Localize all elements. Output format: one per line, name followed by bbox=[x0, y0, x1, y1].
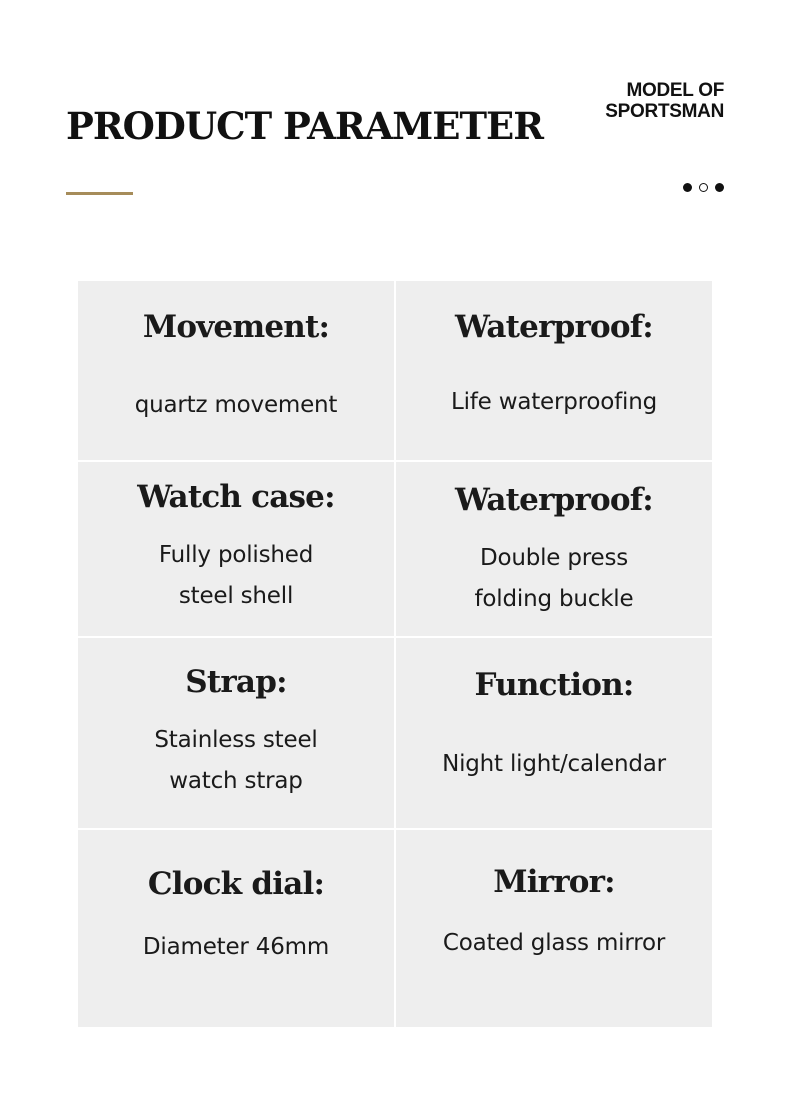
parameter-grid bbox=[78, 281, 712, 1029]
param-value: quartz movement bbox=[134, 392, 338, 418]
param-cell-buckle bbox=[396, 462, 712, 636]
param-label: Movement: bbox=[142, 309, 330, 345]
param-value: Double press folding buckle bbox=[474, 545, 634, 612]
page-title: PRODUCT PARAMETER bbox=[66, 104, 543, 148]
param-label: Strap: bbox=[185, 664, 287, 700]
param-cell-mirror bbox=[396, 830, 712, 1027]
dot-icon bbox=[715, 183, 724, 192]
param-value: Fully polished steel shell bbox=[158, 542, 314, 609]
subtitle-line-2: SPORTSMAN bbox=[605, 101, 724, 122]
param-cell-watch-case bbox=[78, 462, 394, 636]
subtitle-line-1: MODEL OF bbox=[626, 80, 724, 101]
param-label: Mirror: bbox=[493, 864, 615, 900]
accent-divider bbox=[66, 192, 133, 195]
param-value: Stainless steel watch strap bbox=[154, 727, 318, 794]
param-cell-movement bbox=[78, 281, 394, 460]
param-label: Watch case: bbox=[137, 479, 335, 515]
param-cell-function bbox=[396, 638, 712, 828]
param-label: Waterproof: bbox=[455, 309, 653, 345]
dot-icon bbox=[683, 183, 692, 192]
param-cell-waterproof bbox=[396, 281, 712, 460]
param-cell-strap bbox=[78, 638, 394, 828]
param-value: Life waterproofing bbox=[450, 389, 658, 415]
model-subtitle bbox=[605, 80, 724, 122]
param-label: Waterproof: bbox=[455, 482, 653, 518]
param-cell-clock-dial bbox=[78, 830, 394, 1027]
param-label: Clock dial: bbox=[147, 866, 325, 902]
dot-hollow-icon bbox=[699, 183, 708, 192]
param-value: Night light/calendar bbox=[442, 751, 666, 777]
pagination-dots bbox=[683, 183, 724, 192]
param-label: Function: bbox=[474, 667, 634, 703]
param-value: Coated glass mirror bbox=[442, 930, 666, 956]
param-value: Diameter 46mm bbox=[142, 934, 330, 960]
